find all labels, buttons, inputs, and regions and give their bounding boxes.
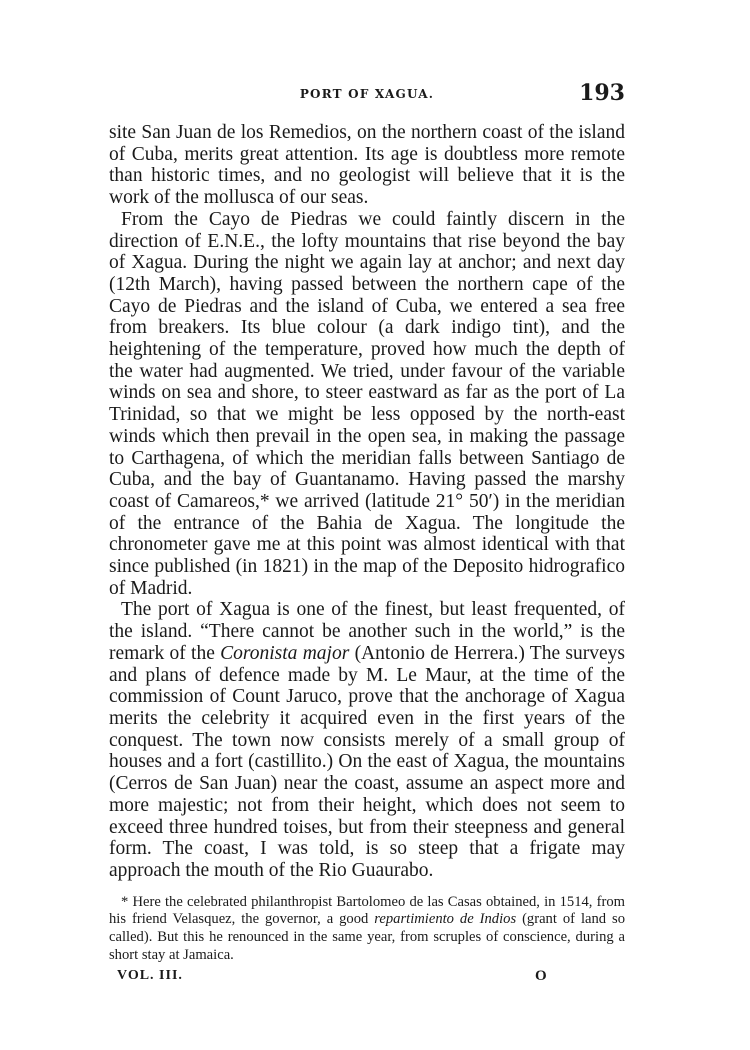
footnote (109, 894, 625, 965)
paragraph-3-italic: Coronista major (220, 642, 350, 664)
signature-line (109, 968, 625, 990)
paragraph-3-text-b: (Antonio de Herrera.) The surveys and plans of defence made by M. Le Maur, at the time of the commission of Count Jaruco, prove that the anchorage of Xagua merits the celebrity it acquired even in the first years of the conquest. The town now consists merely of a small group of houses and a fort (castillito.) On the east of Xagua, the mountains (Cerros de San Juan) near the coast, assume an aspect more and more majestic; not from their height, which does not seem to exceed three hundred toises, but from their steepness and general form. The coast, I was told, is so steep that a frigate may approach the mouth of the Rio Guaurabo. (109, 642, 625, 881)
book-page (109, 80, 625, 990)
paragraph-1: site San Juan de los Remedios, on the northern coast of the island of Cuba, merits great attention. Its age is doubtless more remote than historic times, and no geologist will believe that it is the work of the mollusca of our seas. (109, 122, 625, 209)
paragraph-3-text-a: The port of Xagua is one of the finest, but least frequented, of the island. “There cannot be another such in the world,” is the remark of the (109, 599, 625, 664)
signature-mark: O (535, 967, 547, 984)
paragraph-2: From the Cayo de Piedras we could faintly discern in the direction of E.N.E., the lofty mountains that rise beyond the bay of Xagua. During the night we again lay at anchor; and next day (12th March), having passed between the northern cape of the Cayo de Piedras and the island of Cuba, we entered a sea free from breakers. Its blue colour (a dark indigo tint), and the heightening of the temperature, proved how much the depth of the water had augmented. We tried, under favour of the variable winds on sea and shore, to steer eastward as far as the port of La Trinidad, so that we might be less opposed by the north-east winds which then prevail in the open sea, in making the passage to Carthagena, of which the meridian falls between Santiago de Cuba, and the bay of Guantanamo. Having passed the marshy coast of Camareos,* we arrived (latitude 21° 50′) in the meridian of the entrance of the Bahia de Xagua. The longitude the chronometer gave me at this point was almost identical with that since published (in 1821) in the map of the Deposito hidrografico of Madrid. (109, 208, 625, 599)
page-number: 193 (579, 80, 625, 106)
footnote-text-b: (grant of land so called). But this he renounced in the same year, from scruples of conscience, during a short stay at Jamaica. (109, 911, 625, 963)
body-text (109, 122, 625, 882)
running-title: PORT OF XAGUA. (299, 87, 435, 101)
footnote-text-a: * Here the celebrated philanthropist Bartolomeo de las Casas obtained, in 1514, from his friend Velasquez, the governor, a good (109, 893, 625, 928)
running-head (109, 80, 625, 110)
footnote-italic: repartimiento de Indios (374, 911, 517, 928)
paragraph-3 (109, 599, 625, 881)
volume-label: VOL. III. (117, 967, 183, 983)
